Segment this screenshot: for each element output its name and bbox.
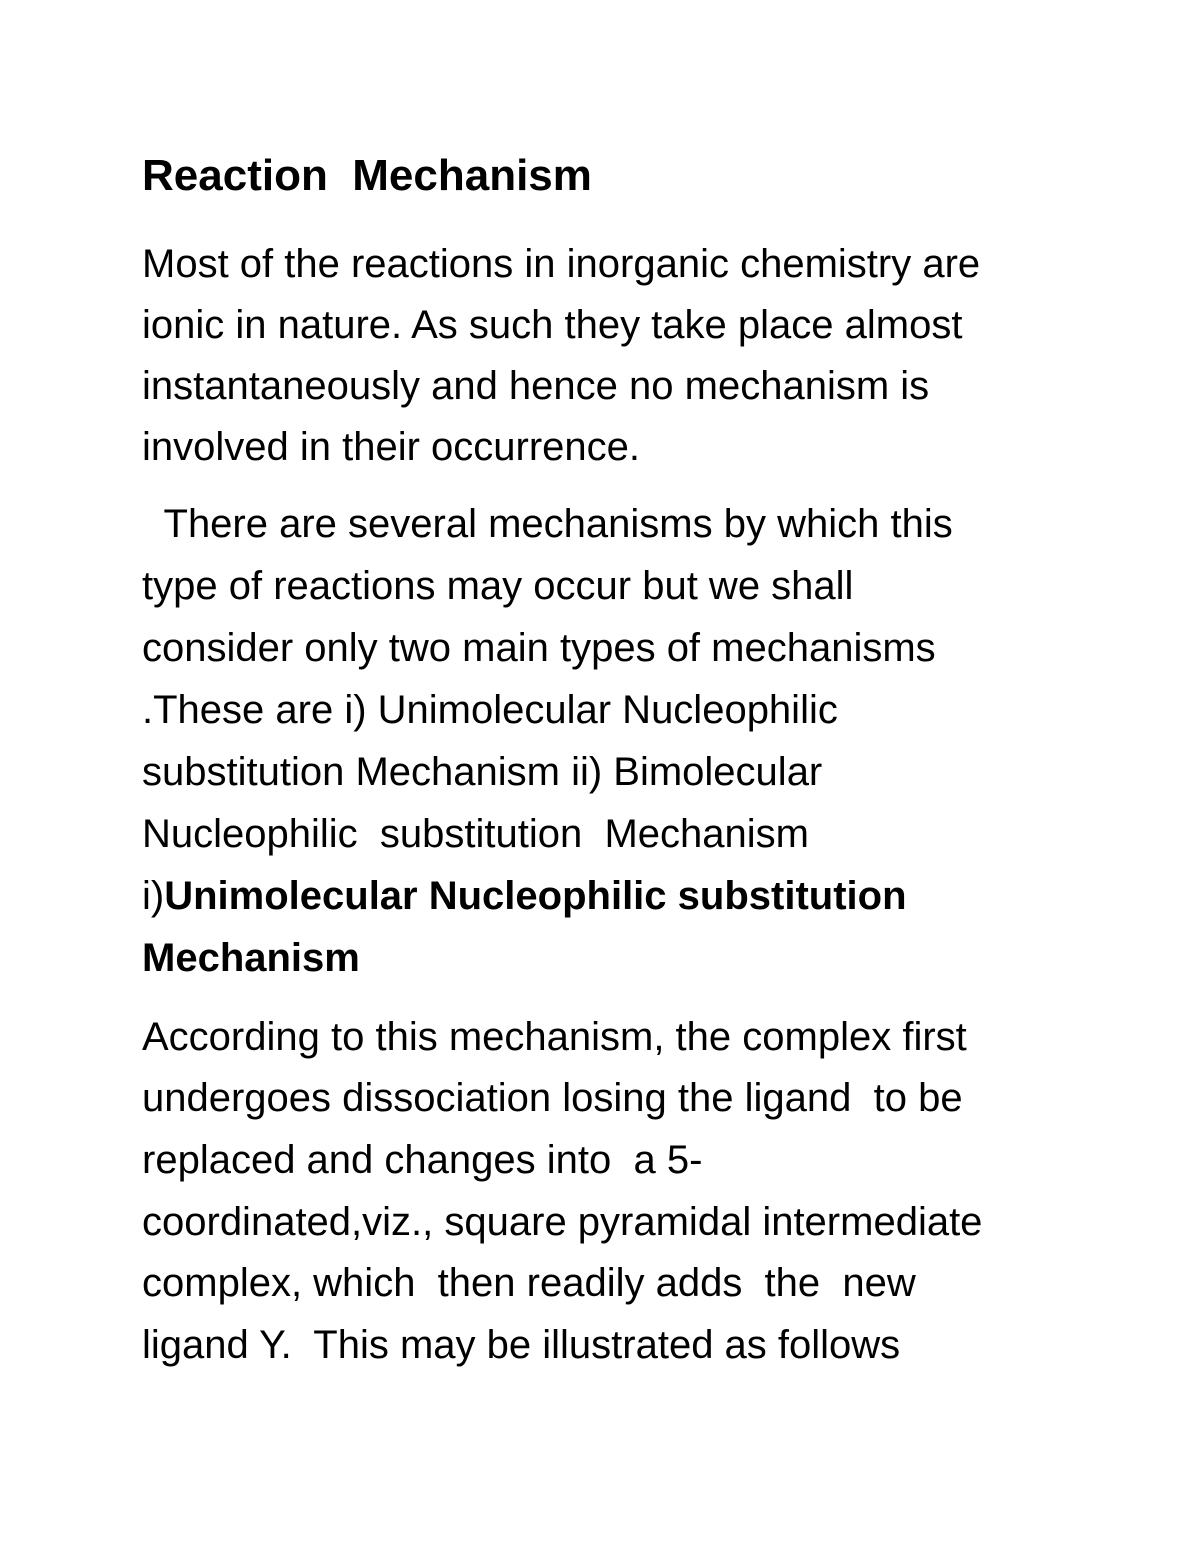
paragraph-2-line-3: consider only two main types of mechanisms bbox=[142, 626, 936, 670]
document-title: Reaction Mechanism bbox=[142, 151, 592, 200]
paragraph-1-line-2: ionic in nature. As such they take place almost bbox=[142, 303, 963, 347]
section-heading-line-1 bbox=[142, 872, 907, 920]
paragraph-1-line-4: involved in their occurrence. bbox=[142, 425, 641, 469]
paragraph-1-line-3: instantaneously and hence no mechanism is bbox=[142, 364, 930, 408]
paragraph-2-line-1: There are several mechanisms by which this bbox=[142, 502, 953, 546]
section-heading-prefix: i) bbox=[142, 874, 165, 918]
paragraph-3-line-2: undergoes dissociation losing the ligand to be bbox=[142, 1076, 963, 1120]
section-heading-line-2: Mechanism bbox=[142, 936, 360, 980]
section-heading-title: Unimolecular Nucleophilic substitution bbox=[164, 874, 907, 918]
paragraph-3-line-5: complex, which then readily adds the new bbox=[142, 1261, 916, 1305]
paragraph-1-line-1: Most of the reactions in inorganic chemistry are bbox=[142, 242, 981, 286]
paragraph-2-line-5: substitution Mechanism ii) Bimolecular bbox=[142, 750, 823, 794]
paragraph-2-line-6: Nucleophilic substitution Mechanism bbox=[142, 812, 809, 856]
paragraph-3-line-1: According to this mechanism, the complex first bbox=[142, 1015, 967, 1059]
paragraph-3-line-4: coordinated,viz., square pyramidal intermediate bbox=[142, 1200, 983, 1244]
paragraph-3-line-3: replaced and changes into a 5- bbox=[142, 1138, 703, 1182]
paragraph-2-line-2: type of reactions may occur but we shall bbox=[142, 564, 854, 608]
paragraph-3-line-6: ligand Y. This may be illustrated as follows bbox=[142, 1323, 901, 1367]
paragraph-2-line-4: .These are i) Unimolecular Nucleophilic bbox=[142, 688, 838, 732]
